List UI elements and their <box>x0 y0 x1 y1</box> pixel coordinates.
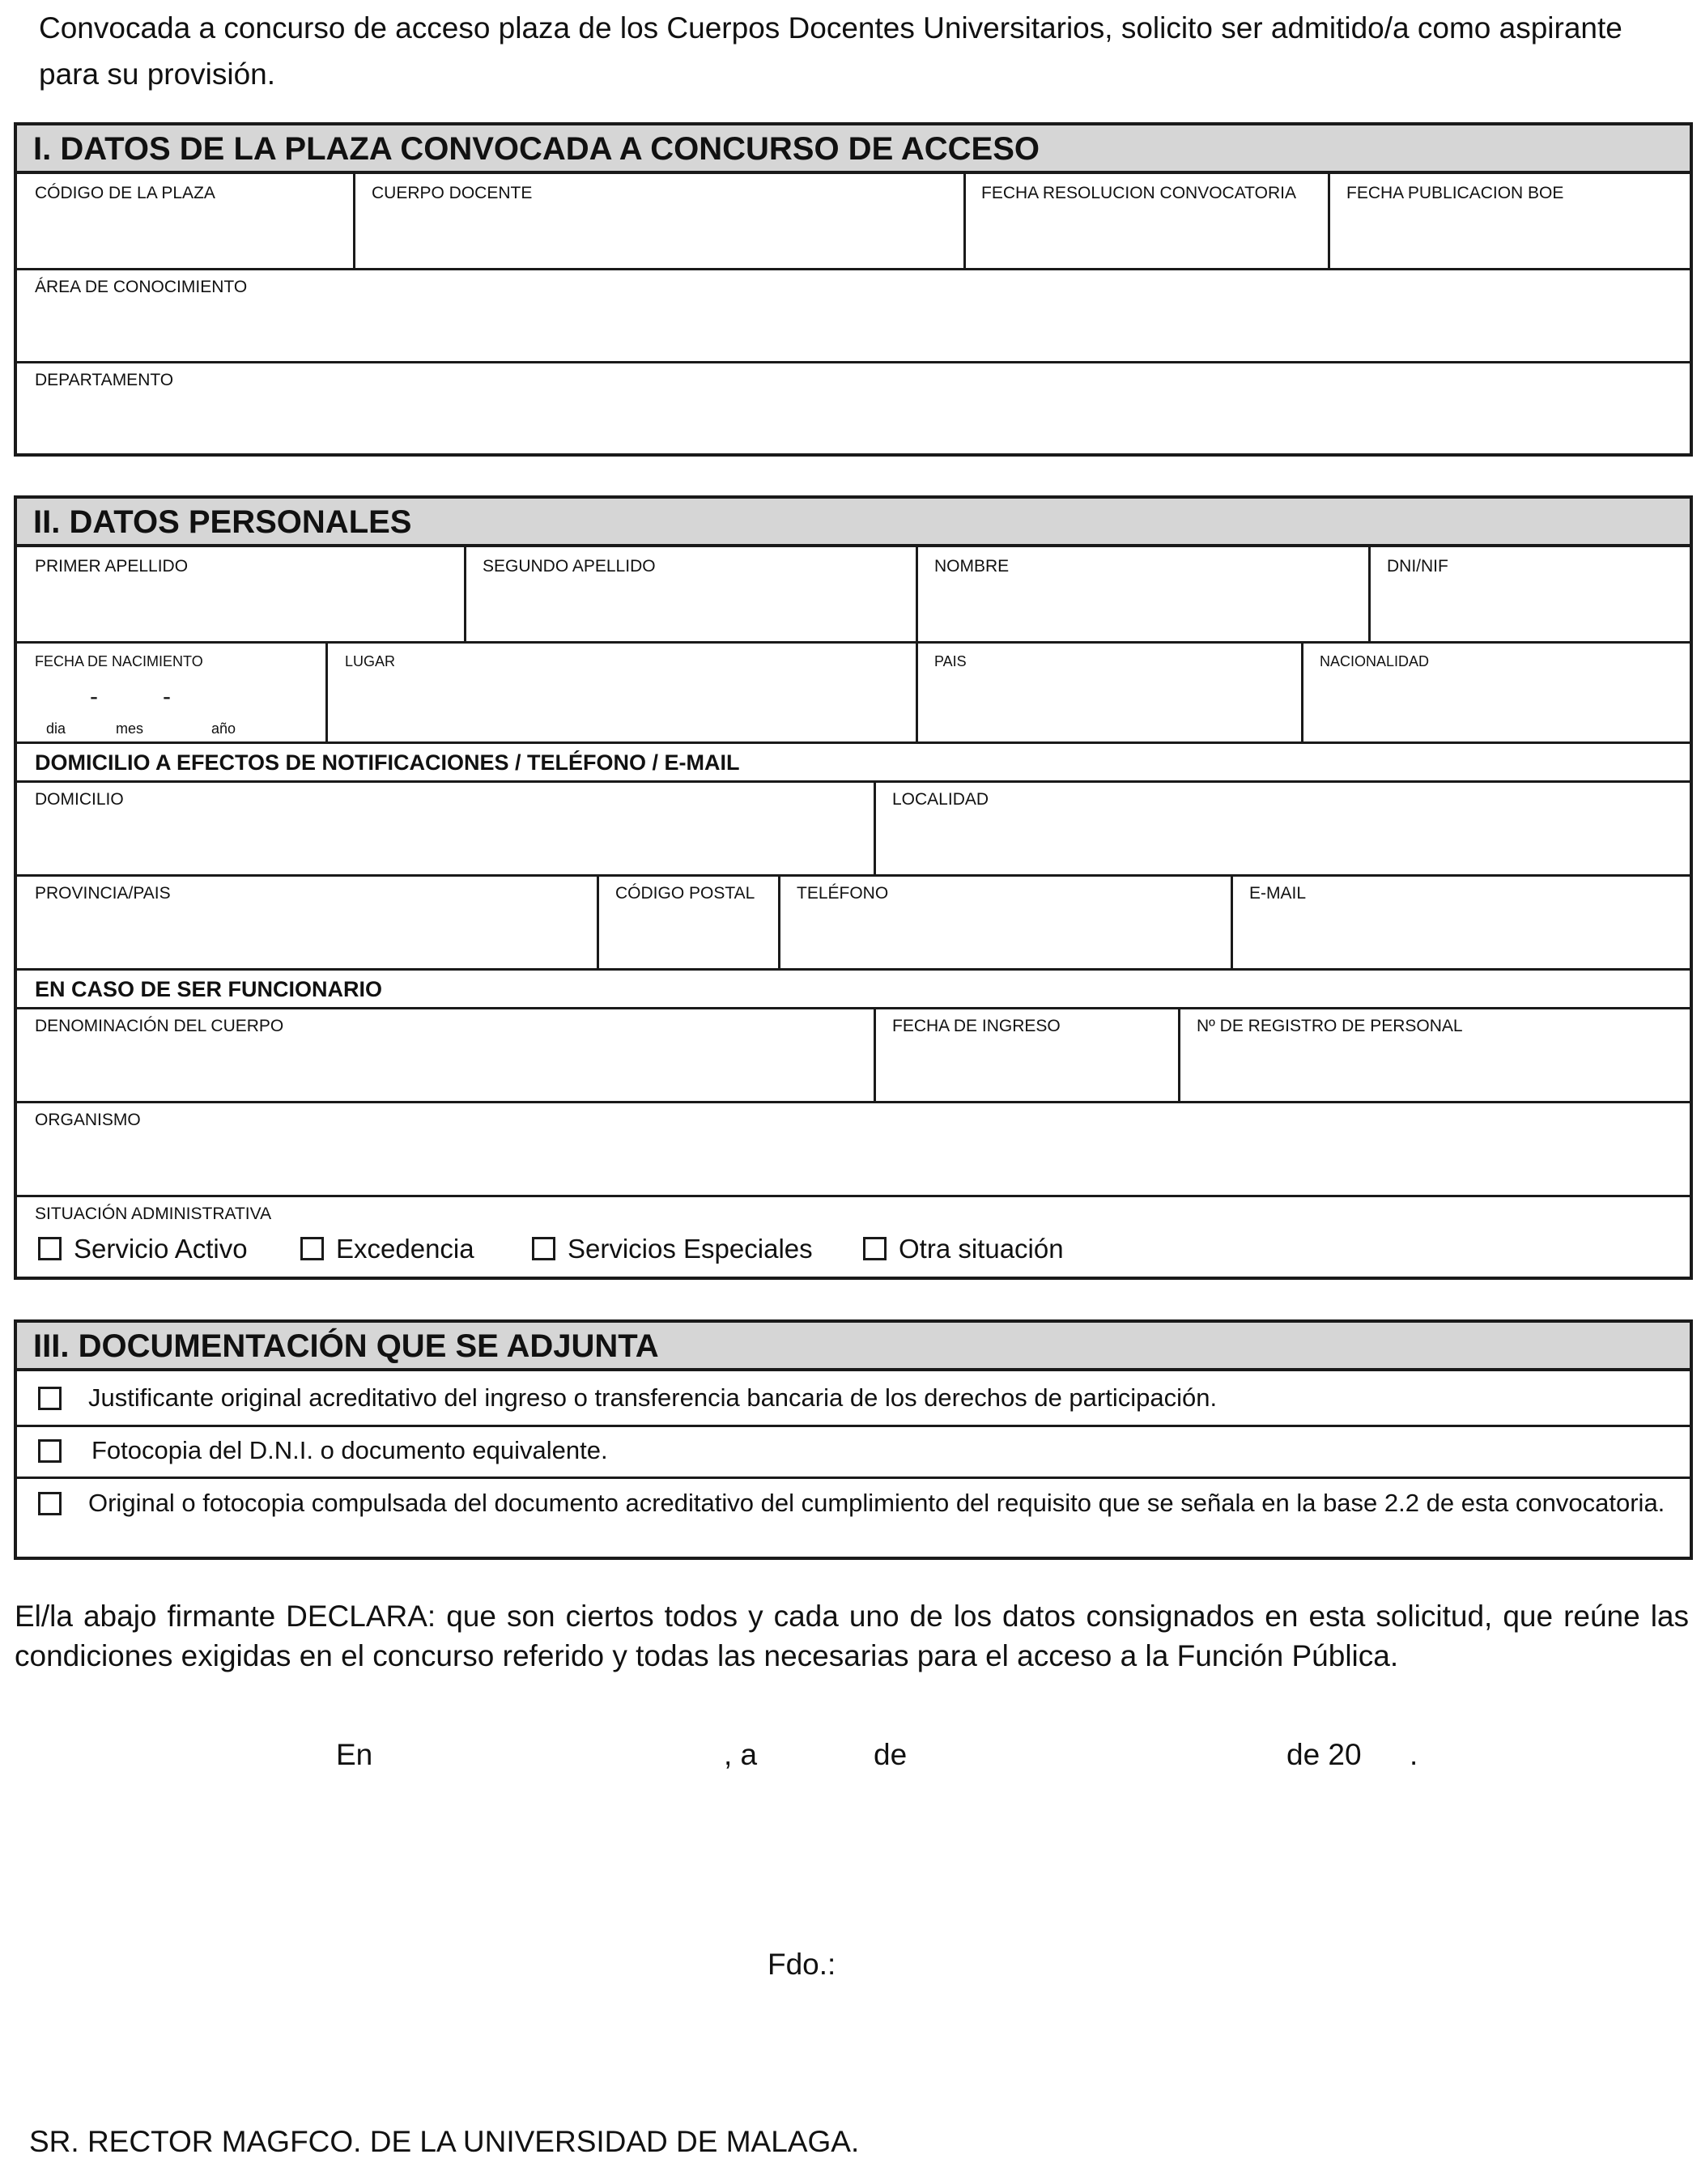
field-nacionalidad[interactable]: NACIONALIDAD <box>1320 653 1430 669</box>
field-codigo-postal[interactable]: CÓDIGO POSTAL <box>615 884 755 903</box>
label-situacion: SITUACIÓN ADMINISTRATIVA <box>35 1205 272 1223</box>
field-primer-apellido[interactable]: PRIMER APELLIDO <box>35 557 189 576</box>
checkbox-servicios-especiales[interactable] <box>532 1237 555 1260</box>
doc-item-justificante: Justificante original acreditativo del ingreso o transferencia bancaria de los derechos de participación. <box>88 1383 1218 1412</box>
field-dni[interactable]: DNI/NIF <box>1387 557 1448 576</box>
label-dia: dia <box>46 720 66 737</box>
field-registro-personal[interactable]: Nº DE REGISTRO DE PERSONAL <box>1197 1017 1463 1035</box>
field-departamento[interactable]: DEPARTAMENTO <box>35 371 174 389</box>
checkbox-justificante[interactable] <box>38 1387 62 1410</box>
destinatario: SR. RECTOR MAGFCO. DE LA UNIVERSIDAD DE MALAGA. <box>29 2125 860 2158</box>
field-localidad[interactable]: LOCALIDAD <box>892 790 989 809</box>
field-segundo-apellido[interactable]: SEGUNDO APELLIDO <box>483 557 656 576</box>
field-telefono[interactable]: TELÉFONO <box>797 884 889 903</box>
option-otra-situacion: Otra situación <box>899 1234 1064 1264</box>
option-excedencia: Excedencia <box>336 1234 474 1264</box>
field-lugar[interactable]: LUGAR <box>345 653 396 669</box>
section-plaza <box>14 122 1693 457</box>
label-mes: mes <box>116 720 144 737</box>
fecha-punto: . <box>1410 1738 1418 1771</box>
firma-label: Fdo.: <box>768 1948 836 1981</box>
section-plaza-title: I. DATOS DE LA PLAZA CONVOCADA A CONCURSO DE ACCESO <box>17 125 1690 174</box>
field-domicilio[interactable]: DOMICILIO <box>35 790 124 809</box>
section-datos-personales <box>14 495 1693 1280</box>
doc-item-requisito: Original o fotocopia compulsada del documento acreditativo del cumplimiento del requisito que se señala en la base 2.2 de esta convocatoria. <box>88 1489 1665 1517</box>
fecha-a: , a <box>724 1738 758 1771</box>
option-servicio-activo: Servicio Activo <box>74 1234 248 1264</box>
subheader-funcionario: EN CASO DE SER FUNCIONARIO <box>35 977 383 1001</box>
field-provincia[interactable]: PROVINCIA/PAIS <box>35 884 171 903</box>
field-nombre[interactable]: NOMBRE <box>934 557 1010 576</box>
fecha-en: En <box>336 1738 373 1771</box>
field-denominacion-cuerpo[interactable]: DENOMINACIÓN DEL CUERPO <box>35 1017 284 1035</box>
field-organismo[interactable]: ORGANISMO <box>35 1111 141 1129</box>
section-documentacion <box>14 1319 1693 1560</box>
fecha-de-20: de 20 <box>1286 1738 1362 1771</box>
section-documentacion-title: III. DOCUMENTACIÓN QUE SE ADJUNTA <box>17 1323 1690 1371</box>
doc-item-fotocopia-dni: Fotocopia del D.N.I. o documento equivalente. <box>91 1436 608 1464</box>
field-email[interactable]: E-MAIL <box>1249 884 1307 903</box>
field-fecha-boe[interactable]: FECHA PUBLICACION BOE <box>1346 184 1564 202</box>
field-fecha-ingreso[interactable]: FECHA DE INGRESO <box>892 1017 1061 1035</box>
field-cuerpo-docente[interactable]: CUERPO DOCENTE <box>372 184 533 202</box>
intro-text: Convocada a concurso de acceso plaza de los Cuerpos Docentes Universitarios, solicito ser admitido/a como aspirante para su provisión. <box>39 11 1622 91</box>
date-separator: - <box>163 683 171 710</box>
label-anio: año <box>211 720 236 737</box>
date-separator: - <box>90 683 98 710</box>
checkbox-fotocopia-dni[interactable] <box>38 1439 62 1463</box>
field-fecha-resolucion[interactable]: FECHA RESOLUCION CONVOCATORIA <box>981 184 1296 202</box>
field-fecha-nacimiento[interactable]: FECHA DE NACIMIENTO <box>35 653 203 669</box>
checkbox-servicio-activo[interactable] <box>38 1237 62 1260</box>
field-pais[interactable]: PAIS <box>934 653 967 669</box>
declaracion-text: El/la abajo firmante DECLARA: que son ciertos todos y cada uno de los datos consignados en esta solicitud, que reúne las condiciones exigidas en el concurso referido y todas las necesarias para el acceso a la Función Pública. <box>15 1600 1689 1672</box>
fecha-de: de <box>874 1738 908 1771</box>
section-datos-personales-title: II. DATOS PERSONALES <box>17 499 1690 547</box>
field-area-conocimiento[interactable]: ÁREA DE CONOCIMIENTO <box>35 278 248 296</box>
field-codigo-plaza[interactable]: CÓDIGO DE LA PLAZA <box>35 184 215 202</box>
checkbox-excedencia[interactable] <box>300 1237 324 1260</box>
option-servicios-especiales: Servicios Especiales <box>568 1234 813 1264</box>
subheader-domicilio: DOMICILIO A EFECTOS DE NOTIFICACIONES / TELÉFONO / E-MAIL <box>35 750 740 775</box>
checkbox-otra-situacion[interactable] <box>863 1237 887 1260</box>
checkbox-requisito[interactable] <box>38 1492 62 1515</box>
